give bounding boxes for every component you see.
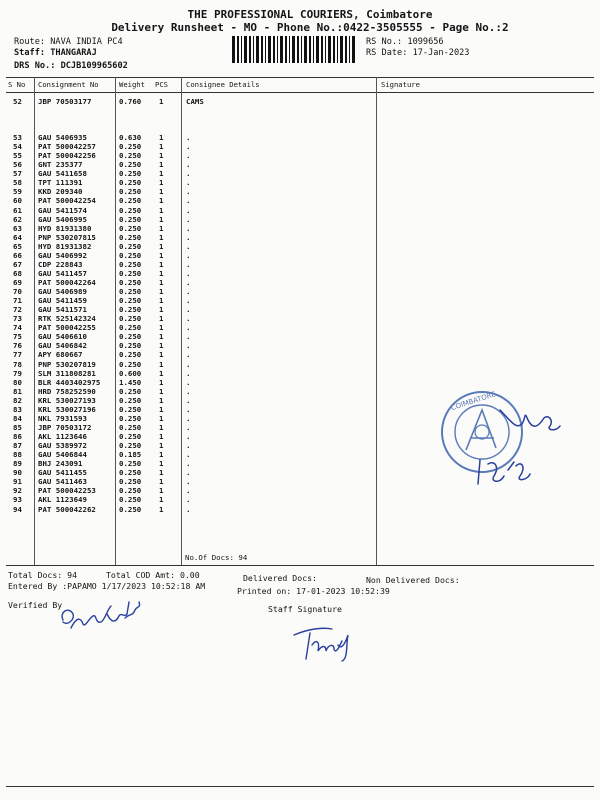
barcode-bar [249, 36, 251, 63]
row-consignment-no: GAU 5406844 [38, 450, 87, 460]
row-sno: 70 [13, 287, 22, 296]
row-consignee-details: . [186, 250, 191, 260]
column-divider [115, 77, 116, 565]
row-consignment-no: PNP 530207819 [38, 359, 96, 369]
barcode-bar [237, 36, 239, 63]
row-consignee-details: . [186, 432, 191, 441]
row-consignment-no: CDP 228843 [38, 259, 83, 269]
row-consignee-details: . [186, 332, 191, 342]
col-header-signature: Signature [381, 80, 420, 89]
barcode-bar [333, 36, 335, 63]
row-sno: 63 [13, 223, 22, 233]
row-weight: 0.250 [119, 305, 142, 315]
row-consignee-details: . [186, 377, 191, 387]
row-weight: 0.250 [119, 332, 142, 342]
row-consignment-no: PAT 500042262 [38, 504, 96, 514]
verified-by-label: Verified By [8, 600, 63, 610]
no-of-docs: No.Of Docs: 94 [185, 553, 248, 562]
row-consignment-no: GAU 5406992 [38, 250, 87, 260]
row-pcs: 1 [159, 350, 164, 360]
row-weight: 0.250 [119, 486, 142, 496]
row-pcs: 1 [159, 250, 164, 260]
row-consignee-details: . [186, 287, 191, 296]
row-consignment-no: GAU 5406995 [38, 214, 87, 224]
row-weight: 0.250 [119, 259, 142, 269]
barcode-bar [261, 36, 263, 63]
row-sno: 61 [13, 205, 22, 215]
row-weight: 0.250 [119, 142, 142, 152]
row-pcs: 1 [159, 404, 164, 414]
row-consignee-details: . [186, 259, 191, 269]
svg-text:COIMBATORE: COIMBATORE [449, 390, 497, 413]
row-consignment-no: RTK 525142324 [38, 314, 96, 324]
row-pcs: 1 [159, 459, 164, 469]
row-consignment-no: GAU 5411459 [38, 296, 87, 306]
barcode-bar [244, 36, 247, 63]
row-sno: 54 [13, 142, 22, 152]
row-weight: 0.250 [119, 178, 142, 188]
row-sno: 89 [13, 459, 22, 469]
row-sno: 71 [13, 296, 22, 306]
row-pcs: 1 [159, 395, 164, 405]
courier-stamp [430, 380, 590, 490]
verifier-signature [55, 588, 165, 638]
row-sno: 72 [13, 305, 22, 315]
company-title: THE PROFESSIONAL COURIERS, Coimbatore [187, 8, 433, 21]
row-sno: 77 [13, 350, 22, 360]
barcode-bar [309, 36, 311, 63]
row-pcs: 1 [159, 305, 164, 315]
row-pcs: 1 [159, 441, 164, 450]
row-weight: 0.250 [119, 341, 142, 351]
row-pcs: 1 [159, 477, 164, 487]
row-pcs: 1 [159, 142, 164, 152]
row-sno: 68 [13, 268, 22, 278]
row-pcs: 1 [159, 151, 164, 161]
row-consignment-no: GAU 5406842 [38, 341, 87, 351]
row-consignee-details: . [186, 323, 191, 333]
row-pcs: 1 [159, 214, 164, 224]
row-consignee-details: . [186, 268, 191, 278]
col-header-consignee: Consignee Details [186, 80, 260, 89]
row-weight: 0.250 [119, 422, 142, 432]
row-consignee-details: . [186, 169, 191, 179]
staff-signature-label: Staff Signature [268, 604, 342, 614]
row-weight: 0.250 [119, 477, 142, 487]
row-weight: 0.250 [119, 241, 142, 251]
barcode-bar [313, 36, 314, 63]
row-weight: 0.185 [119, 450, 142, 460]
row-consignee-details: . [186, 305, 191, 315]
column-divider [181, 77, 182, 565]
row-consignment-no: GAU 5389972 [38, 441, 87, 450]
row-consignee-details: . [186, 160, 191, 170]
barcode-bar [316, 36, 319, 63]
row-consignment-no: HYD 81931382 [38, 241, 92, 251]
row-sno: 79 [13, 368, 22, 378]
row-sno: 76 [13, 341, 22, 351]
row-weight: 0.250 [119, 359, 142, 369]
row-weight: 0.630 [119, 133, 142, 142]
row-sno: 93 [13, 495, 22, 505]
row-consignee-details: . [186, 459, 191, 469]
row-sno: 66 [13, 250, 22, 260]
row-consignment-no: TPT 111391 [38, 178, 83, 188]
row-weight: 0.600 [119, 368, 142, 378]
route-label: Route: NAVA INDIA PC4 [14, 37, 123, 47]
row-pcs: 1 [159, 205, 164, 215]
row-sno: 91 [13, 477, 22, 487]
row-consignee-details: . [186, 495, 191, 505]
row-sno: 80 [13, 377, 22, 387]
row-consignment-no: GAU 5411571 [38, 305, 87, 315]
row-sno: 60 [13, 196, 22, 206]
row-consignment-no: PAT 500042264 [38, 278, 96, 287]
row-consignee-details: . [186, 142, 191, 152]
row-consignee-details: . [186, 441, 191, 450]
row-weight: 0.250 [119, 268, 142, 278]
barcode-bar [280, 36, 283, 63]
row-consignee-details: . [186, 350, 191, 360]
barcode-bar [297, 36, 299, 63]
row-weight: 0.250 [119, 214, 142, 224]
row-consignment-no: PNP 530207815 [38, 232, 96, 242]
row-sno: 57 [13, 169, 22, 179]
row-sno: 52 [13, 97, 22, 106]
row-consignment-no: GNT 235377 [38, 160, 83, 170]
row-consignee-details: . [186, 178, 191, 188]
row-consignment-no: PAT 500042256 [38, 151, 96, 161]
row-consignment-no: NKL 7931593 [38, 413, 87, 423]
row-sno: 94 [13, 504, 22, 514]
row-consignee-details: . [186, 395, 191, 405]
row-pcs: 1 [159, 196, 164, 206]
row-consignee-details: . [186, 314, 191, 324]
row-weight: 0.250 [119, 441, 142, 450]
row-consignee-details: . [186, 278, 191, 287]
row-weight: 0.250 [119, 468, 142, 478]
row-weight: 0.250 [119, 504, 142, 514]
barcode-bar [265, 36, 266, 63]
row-pcs: 1 [159, 169, 164, 179]
row-weight: 0.250 [119, 196, 142, 206]
row-consignment-no: HRD 758252590 [38, 386, 96, 396]
barcode [232, 36, 356, 63]
row-weight: 0.250 [119, 278, 142, 287]
row-weight: 0.250 [119, 169, 142, 179]
total-cod-amount: Total COD Amt: 0.00 [106, 570, 200, 580]
row-consignee-details: . [186, 196, 191, 206]
row-consignment-no: HYD 81931380 [38, 223, 92, 233]
footer-rule [6, 786, 594, 787]
row-consignee-details: . [186, 504, 191, 514]
col-header-consignment: Consignment No [38, 80, 99, 89]
row-sno: 64 [13, 232, 22, 242]
rs-date: RS Date: 17-Jan-2023 [366, 48, 470, 58]
row-weight: 0.250 [119, 232, 142, 242]
barcode-bar [289, 36, 290, 63]
row-weight: 1.450 [119, 377, 142, 387]
barcode-bar [340, 36, 343, 63]
row-consignee-details: . [186, 368, 191, 378]
row-consignment-no: GAU 5411457 [38, 268, 87, 278]
row-consignee-details: . [186, 359, 191, 369]
row-consignment-no: PAT 500042253 [38, 486, 96, 496]
row-pcs: 1 [159, 323, 164, 333]
row-weight: 0.250 [119, 205, 142, 215]
column-divider [34, 77, 35, 565]
row-consignee-details: . [186, 486, 191, 496]
row-sno: 75 [13, 332, 22, 342]
col-header-weight: Weight [119, 80, 145, 89]
row-pcs: 1 [159, 332, 164, 342]
column-divider [376, 77, 377, 565]
row-sno: 88 [13, 450, 22, 460]
barcode-bar [337, 36, 338, 63]
row-consignment-no: GAU 5406989 [38, 287, 87, 296]
barcode-bar [256, 36, 259, 63]
row-consignee-details: . [186, 413, 191, 423]
total-docs: Total Docs: 94 [8, 570, 78, 580]
row-pcs: 1 [159, 386, 164, 396]
row-weight: 0.250 [119, 187, 142, 197]
row-weight: 0.250 [119, 296, 142, 306]
row-weight: 0.250 [119, 386, 142, 396]
row-pcs: 1 [159, 468, 164, 478]
row-pcs: 1 [159, 296, 164, 306]
row-consignee-details: . [186, 477, 191, 487]
barcode-bar [349, 36, 350, 63]
row-consignee-details: . [186, 450, 191, 460]
row-consignee-details: . [186, 187, 191, 197]
drs-number: DRS No.: DCJB109965602 [14, 61, 128, 71]
staff-signature [288, 615, 368, 665]
row-sno: 81 [13, 386, 22, 396]
barcode-bar [345, 36, 347, 63]
row-pcs: 1 [159, 450, 164, 460]
row-consignment-no: GAU 5411455 [38, 468, 87, 478]
row-consignment-no: APY 680667 [38, 350, 83, 360]
barcode-bar [352, 36, 355, 63]
row-consignee-details: . [186, 214, 191, 224]
row-pcs: 1 [159, 432, 164, 441]
row-sno: 90 [13, 468, 22, 478]
row-weight: 0.250 [119, 350, 142, 360]
row-consignee-details: . [186, 223, 191, 233]
row-sno: 84 [13, 413, 22, 423]
row-consignee-details: . [186, 422, 191, 432]
row-sno: 85 [13, 422, 22, 432]
row-consignment-no: PAT 500042254 [38, 196, 96, 206]
row-pcs: 1 [159, 287, 164, 296]
row-sno: 67 [13, 259, 22, 269]
row-sno: 59 [13, 187, 22, 197]
table-header-rule [6, 92, 594, 93]
row-sno: 83 [13, 404, 22, 414]
runsheet-subtitle: Delivery Runsheet - MO - Phone No.:0422-3505555 - Page No.:2 [111, 21, 509, 34]
row-consignee-details: . [186, 232, 191, 242]
row-weight: 0.760 [119, 97, 142, 106]
row-consignee-details: . [186, 205, 191, 215]
row-consignment-no: JBP 70503177 [38, 97, 92, 106]
row-consignee-details: . [186, 296, 191, 306]
barcode-bar [273, 36, 275, 63]
row-consignment-no: AKL 1123649 [38, 495, 87, 505]
row-consignment-no: SLM 311808281 [38, 368, 96, 378]
row-pcs: 1 [159, 97, 164, 106]
row-weight: 0.250 [119, 404, 142, 414]
barcode-bar [268, 36, 271, 63]
row-pcs: 1 [159, 187, 164, 197]
row-weight: 0.250 [119, 495, 142, 505]
barcode-bar [241, 36, 242, 63]
barcode-bar [304, 36, 307, 63]
row-consignment-no: GAU 5411574 [38, 205, 87, 215]
row-sno: 53 [13, 133, 22, 142]
row-sno: 62 [13, 214, 22, 224]
row-pcs: 1 [159, 368, 164, 378]
row-sno: 58 [13, 178, 22, 188]
row-consignment-no: JBP 70503172 [38, 422, 92, 432]
row-consignee-details: . [186, 341, 191, 351]
row-consignment-no: PAT 500042257 [38, 142, 96, 152]
row-pcs: 1 [159, 223, 164, 233]
barcode-bar [292, 36, 295, 63]
col-header-sno: S No [8, 80, 26, 89]
row-sno: 82 [13, 395, 22, 405]
row-pcs: 1 [159, 268, 164, 278]
row-consignee-details: . [186, 241, 191, 251]
barcode-bar [285, 36, 287, 63]
row-consignment-no: PAT 500042255 [38, 323, 96, 333]
row-consignee-details: CAMS [186, 97, 204, 106]
row-pcs: 1 [159, 504, 164, 514]
barcode-bar [321, 36, 323, 63]
non-delivered-docs: Non Delivered Docs: [366, 575, 460, 585]
row-consignment-no: GAU 5406935 [38, 133, 87, 142]
row-consignee-details: . [186, 404, 191, 414]
row-sno: 56 [13, 160, 22, 170]
row-weight: 0.250 [119, 287, 142, 296]
barcode-bar [325, 36, 326, 63]
row-pcs: 1 [159, 486, 164, 496]
table-bottom-rule [6, 565, 594, 566]
row-sno: 86 [13, 432, 22, 441]
row-consignment-no: GAU 5406610 [38, 332, 87, 342]
row-weight: 0.250 [119, 413, 142, 423]
row-weight: 0.250 [119, 151, 142, 161]
row-pcs: 1 [159, 495, 164, 505]
row-weight: 0.250 [119, 432, 142, 441]
row-consignment-no: KRL 530027196 [38, 404, 96, 414]
row-weight: 0.250 [119, 250, 142, 260]
row-consignment-no: GAU 5411658 [38, 169, 87, 179]
row-weight: 0.250 [119, 323, 142, 333]
row-sno: 65 [13, 241, 22, 251]
row-pcs: 1 [159, 178, 164, 188]
row-sno: 78 [13, 359, 22, 369]
row-pcs: 1 [159, 422, 164, 432]
row-sno: 55 [13, 151, 22, 161]
barcode-bar [328, 36, 331, 63]
row-pcs: 1 [159, 278, 164, 287]
staff-label: Staff: THANGARAJ [14, 48, 97, 58]
barcode-bar [301, 36, 302, 63]
row-consignee-details: . [186, 133, 191, 142]
row-pcs: 1 [159, 377, 164, 387]
row-pcs: 1 [159, 241, 164, 251]
entered-by: Entered By :PAPAMO 1/17/2023 10:52:18 AM [8, 581, 206, 591]
row-consignment-no: BLR 4403402975 [38, 377, 101, 387]
row-sno: 73 [13, 314, 22, 324]
row-consignee-details: . [186, 386, 191, 396]
rs-number: RS No.: 1099656 [366, 37, 444, 47]
row-pcs: 1 [159, 341, 164, 351]
printed-on: Printed on: 17-01-2023 10:52:39 [237, 586, 390, 596]
row-consignment-no: AKL 1123646 [38, 432, 87, 441]
row-weight: 0.250 [119, 459, 142, 469]
row-pcs: 1 [159, 359, 164, 369]
barcode-bar [277, 36, 278, 63]
row-consignment-no: GAU 5411463 [38, 477, 87, 487]
row-weight: 0.250 [119, 395, 142, 405]
row-pcs: 1 [159, 259, 164, 269]
row-weight: 0.250 [119, 223, 142, 233]
row-consignment-no: KRL 530027193 [38, 395, 96, 405]
delivered-docs: Delivered Docs: [243, 573, 317, 583]
row-consignment-no: KKD 209340 [38, 187, 83, 197]
row-weight: 0.250 [119, 160, 142, 170]
barcode-bar [232, 36, 235, 63]
row-pcs: 1 [159, 232, 164, 242]
row-weight: 0.250 [119, 314, 142, 324]
row-pcs: 1 [159, 133, 164, 142]
col-header-pcs: PCS [155, 80, 168, 89]
row-sno: 87 [13, 441, 22, 450]
table-top-rule [6, 77, 594, 78]
row-consignee-details: . [186, 468, 191, 478]
row-pcs: 1 [159, 160, 164, 170]
row-consignment-no: BHJ 243091 [38, 459, 83, 469]
row-consignee-details: . [186, 151, 191, 161]
row-sno: 74 [13, 323, 22, 333]
row-sno: 69 [13, 278, 22, 287]
barcode-bar [253, 36, 254, 63]
row-sno: 92 [13, 486, 22, 496]
row-pcs: 1 [159, 413, 164, 423]
row-pcs: 1 [159, 314, 164, 324]
